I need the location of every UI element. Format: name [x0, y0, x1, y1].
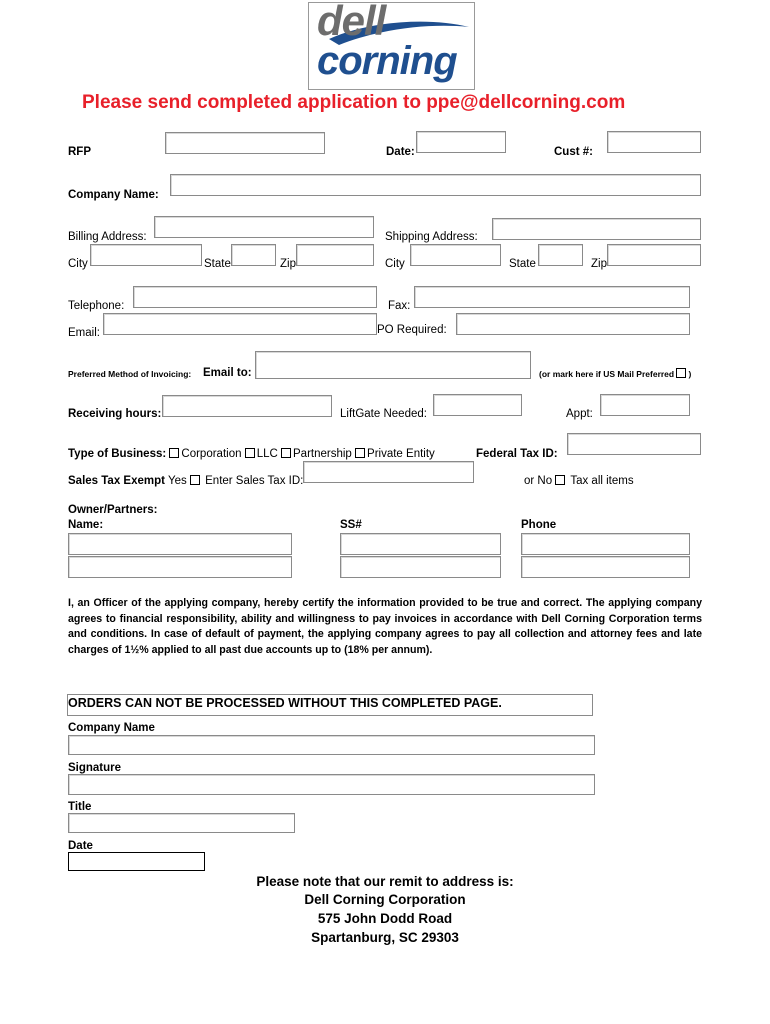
- owners-ssn-header: SS#: [340, 519, 362, 531]
- invoice-email-field[interactable]: [255, 351, 531, 379]
- signoff-company-label: Company Name: [68, 722, 155, 734]
- sales-tax-id-label: Enter Sales Tax ID:: [205, 475, 304, 487]
- billing-zip-field[interactable]: [296, 244, 374, 266]
- certification-text: I, an Officer of the applying company, hereby certify the information provided to be true and correct. The applying company agrees to financial responsibility, ability and willingness to pay invoices in accordance with Dell Corning Corporation terms and conditions. In case of default of payment, the applying company agrees to pay all collection and attorney fees and late charges of 1½% applied to all past due accounts up to (18% per annum).: [68, 597, 702, 656]
- llc-checkbox[interactable]: [245, 448, 255, 458]
- private-entity-checkbox[interactable]: [355, 448, 365, 458]
- orders-notice: ORDERS CAN NOT BE PROCESSED WITHOUT THIS COMPLETED PAGE.: [68, 696, 502, 710]
- receiving-hours-label: Receiving hours:: [68, 408, 162, 420]
- company-name-field[interactable]: [170, 174, 701, 196]
- us-mail-note: (or mark here if US Mail Preferred ): [539, 369, 692, 379]
- shipping-address-label: Shipping Address:: [385, 231, 478, 243]
- billing-address-label: Billing Address:: [68, 231, 147, 243]
- owners-phone-header: Phone: [521, 519, 557, 531]
- receiving-hours-field[interactable]: [162, 395, 332, 417]
- owner-ssn-field[interactable]: [340, 533, 501, 555]
- llc-label: LLC: [256, 448, 278, 460]
- shipping-address-field[interactable]: [492, 218, 701, 240]
- signature-field[interactable]: [68, 774, 595, 795]
- business-type-label: Type of Business:: [68, 448, 167, 460]
- email-field[interactable]: [103, 313, 377, 335]
- email-to-label: Email to:: [203, 367, 252, 379]
- signoff-date-label: Date: [68, 840, 93, 852]
- liftgate-field[interactable]: [433, 394, 522, 416]
- shipping-city-field[interactable]: [410, 244, 501, 266]
- invoicing-label: Preferred Method of Invoicing:: [68, 369, 192, 379]
- title-label: Title: [68, 801, 92, 813]
- sales-tax-label: Sales Tax Exempt: [68, 475, 165, 487]
- partnership-checkbox[interactable]: [281, 448, 291, 458]
- logo-word-dell: dell: [317, 2, 386, 44]
- owner-ssn-field[interactable]: [340, 556, 501, 578]
- billing-city-label: City: [68, 258, 88, 270]
- billing-city-field[interactable]: [90, 244, 202, 266]
- fax-field[interactable]: [414, 286, 690, 308]
- signoff-company-field[interactable]: [68, 735, 595, 755]
- fax-label: Fax:: [388, 300, 411, 312]
- cust-label: Cust #:: [554, 146, 593, 158]
- federal-tax-id-label: Federal Tax ID:: [476, 448, 558, 460]
- appt-label: Appt:: [566, 408, 593, 420]
- sales-tax-yes-checkbox[interactable]: [190, 475, 200, 485]
- shipping-zip-label: Zip: [591, 258, 607, 270]
- tax-all-items-label: Tax all items: [570, 475, 634, 487]
- telephone-field[interactable]: [133, 286, 377, 308]
- shipping-zip-field[interactable]: [607, 244, 701, 266]
- page-title: Please send completed application to ppe@dellcorning.com: [82, 92, 626, 113]
- billing-zip-label: Zip: [280, 258, 296, 270]
- sales-tax-no-label: or No: [524, 475, 553, 487]
- email-label: Email:: [68, 327, 100, 339]
- company-name-label: Company Name:: [68, 189, 159, 201]
- shipping-city-label: City: [385, 258, 405, 270]
- logo-word-corning: corning: [317, 39, 457, 83]
- po-required-label: PO Required:: [377, 324, 447, 336]
- owner-name-field[interactable]: [68, 533, 292, 555]
- remit-intro: Please note that our remit to address is:: [256, 874, 514, 889]
- private-entity-label: Private Entity: [367, 448, 435, 460]
- dell-corning-logo: [308, 2, 475, 90]
- remit-company: Dell Corning Corporation: [304, 892, 466, 907]
- remit-street: 575 John Dodd Road: [317, 911, 453, 926]
- signoff-date-field[interactable]: [68, 852, 205, 871]
- rfp-field[interactable]: [165, 132, 325, 154]
- date-field[interactable]: [416, 131, 506, 153]
- remit-city: Spartanburg, SC 29303: [311, 930, 459, 945]
- owner-phone-field[interactable]: [521, 533, 690, 555]
- business-type-row: [68, 447, 435, 461]
- partnership-label: Partnership: [293, 448, 352, 460]
- tax-all-row: [524, 474, 634, 488]
- us-mail-checkbox[interactable]: [676, 368, 686, 378]
- sales-tax-no-checkbox[interactable]: [555, 475, 565, 485]
- appt-field[interactable]: [600, 394, 690, 416]
- title-field[interactable]: [68, 813, 295, 833]
- cust-field[interactable]: [607, 131, 701, 153]
- corporation-checkbox[interactable]: [169, 448, 179, 458]
- federal-tax-id-field[interactable]: [567, 433, 701, 455]
- sales-tax-yes-label: Yes: [167, 475, 187, 487]
- po-required-field[interactable]: [456, 313, 690, 335]
- owners-title: Owner/Partners:: [68, 504, 158, 516]
- shipping-state-label: State: [509, 258, 536, 270]
- rfp-label: RFP: [68, 146, 91, 158]
- owner-phone-field[interactable]: [521, 556, 690, 578]
- owners-name-header: Name:: [68, 519, 104, 531]
- shipping-state-field[interactable]: [538, 244, 583, 266]
- date-label: Date:: [386, 146, 415, 158]
- signature-label: Signature: [68, 762, 122, 774]
- corporation-label: Corporation: [181, 448, 242, 460]
- billing-state-field[interactable]: [231, 244, 276, 266]
- sales-tax-id-field[interactable]: [303, 461, 474, 483]
- liftgate-label: LiftGate Needed:: [340, 408, 427, 420]
- billing-state-label: State: [204, 258, 231, 270]
- telephone-label: Telephone:: [68, 300, 125, 312]
- sales-tax-row: [68, 474, 303, 488]
- billing-address-field[interactable]: [154, 216, 374, 238]
- owner-name-field[interactable]: [68, 556, 292, 578]
